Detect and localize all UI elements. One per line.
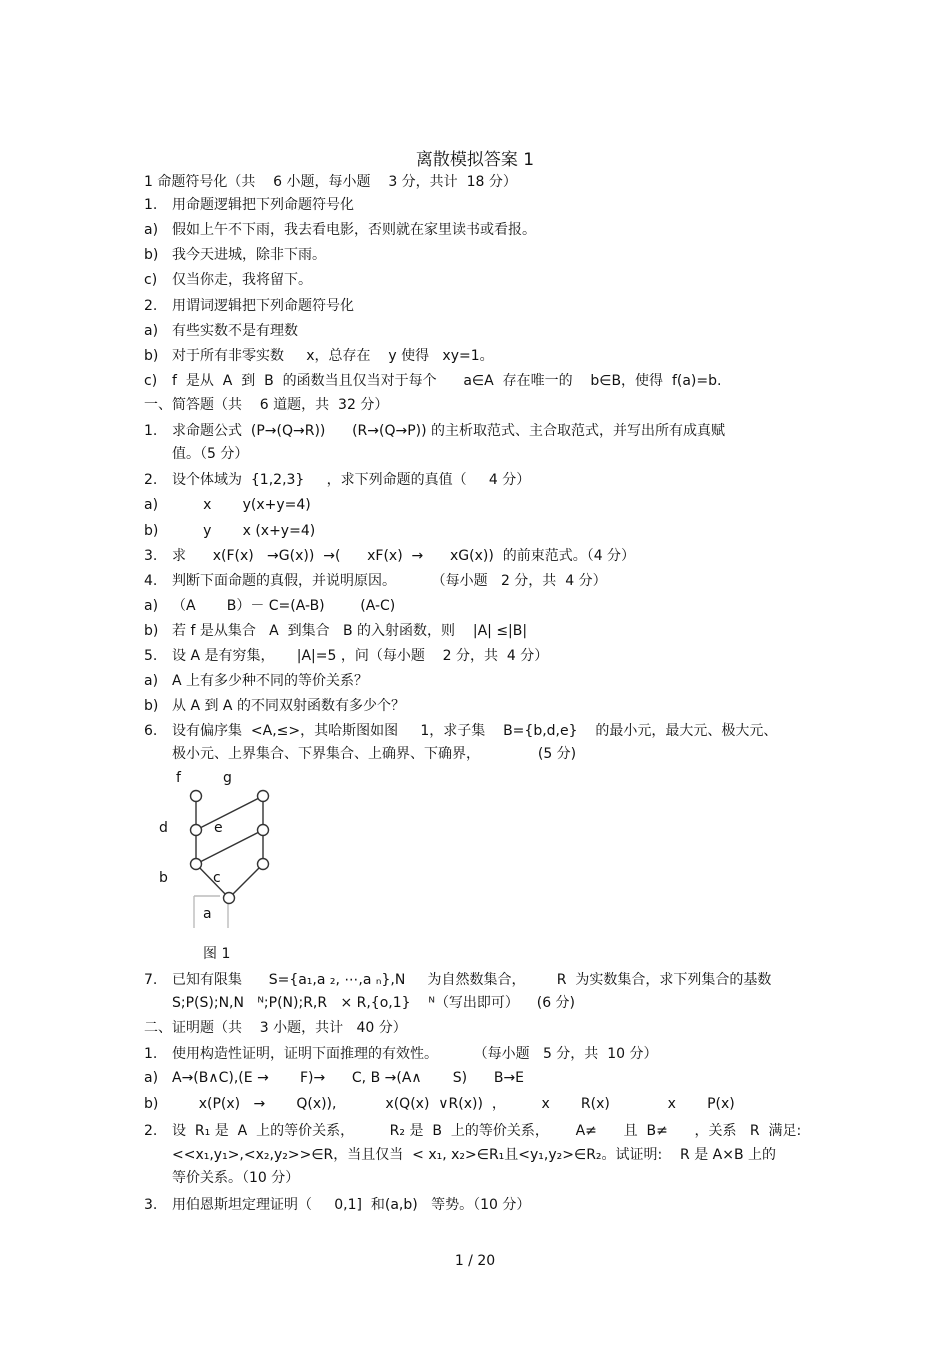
item-number: b) [144,698,159,714]
text-line [144,220,536,240]
line-text: f 是从 A 到 B 的函数当且仅当对于每个 a∈A 存在唯一的 b∈B，使得 f(a)=b. [172,373,722,389]
text-line [144,671,368,691]
line-text: 判断下面命题的真假，并说明原因。 （每小题 2 分，共 4 分） [172,573,607,589]
line-text: 已知有限集 S={a₁,a ₂, ⋯,a ₙ},N 为自然数集合， R 为实数集合，求下列集合的基数 [172,972,772,988]
line-text: A 上有多少种不同的等价关系？ [172,673,369,689]
item-number: a) [144,598,159,614]
item-number: b) [144,247,159,263]
text-line [144,970,771,990]
item-number: a) [144,497,159,513]
text-line [144,495,311,515]
line-text: <<x₁,y₁>,<x₂,y₂>>∈R，当且仅当 < x₁, x₂>∈R₁且<y₁,y₂>∈R₂。试证明: R 是 A×B 上的 [172,1147,777,1163]
text-line [144,1094,735,1114]
line-text: 使用构造性证明，证明下面推理的有效性。 （每小题 5 分，共 10 分） [172,1046,658,1062]
page-title: 离散模拟答案 1 [415,150,535,170]
text-line [144,546,635,566]
line-text: 有些实数不是有理数 [172,323,298,339]
item-number: b) [144,1096,159,1112]
label-c: c [213,870,221,886]
text-line [144,621,527,641]
edge-b-e [196,830,263,864]
label-d: d [159,820,168,836]
line-text: （A B）－ C=(A-B) (A-C) [172,598,396,614]
line-text: 设 R₁ 是 A 上的等价关系， R₂ 是 B 上的等价关系， A≠ 且 B≠ ，关系 R 满足: [172,1123,802,1139]
line-text: x(P(x) → Q(x)), x(Q(x) ∨R(x)) ， x R(x) x P(x) [172,1096,735,1112]
line-text: 对于所有非零实数 x，总存在 y 使得 xy=1。 [172,348,494,364]
node-e [258,825,269,836]
label-g: g [223,770,232,786]
line-text: 用命题逻辑把下列命题符号化 [172,197,354,213]
node-f [191,791,202,802]
line-text: 设 A 是有穷集， |A|=5 ，问（每小题 2 分，共 4 分） [172,648,549,664]
item-number: b) [144,523,159,539]
label-f: f [176,770,181,786]
line-text: A→(B∧C),(E → F)→ C, B →(A∧ S) B→E [172,1070,525,1086]
text-line [144,1044,657,1064]
line-text: 二、证明题（共 3 小题，共计 40 分） [144,1020,407,1036]
text-line [144,395,388,415]
line-text: 若 f 是从集合 A 到集合 B 的入射函数，则 |A| ≤|B| [172,623,528,639]
text-line [144,371,721,391]
node-g [258,791,269,802]
text-line [144,696,405,716]
text-line [172,1145,776,1165]
line-text: 我今天进城，除非下雨。 [172,247,326,263]
item-number: b) [144,623,159,639]
item-number: a) [144,323,159,339]
text-line [144,421,725,441]
item-number: 1. [144,1046,158,1062]
edge-d-g [196,796,263,830]
item-number: 1. [144,197,158,213]
item-number: 6. [144,723,158,739]
figure-caption: 图 1 [203,946,231,962]
line-text: 从 A 到 A 的不同双射函数有多少个？ [172,698,405,714]
line-text: 用谓词逻辑把下列命题符号化 [172,298,354,314]
item-number: a) [144,222,159,238]
text-line [172,444,248,464]
line-text: 设个体域为 {1,2,3} ，求下列命题的真值（ 4 分） [172,472,531,488]
node-d [191,825,202,836]
page-number: 1 / 20 [454,1253,496,1269]
text-line [144,1195,530,1215]
item-number: 2. [144,472,158,488]
line-text: 设有偏序集 <A,≤>，其哈斯图如图 1，求子集 B={b,d,e} 的最小元，最大元、极大元、 [172,723,778,739]
node-a [224,893,235,904]
text-line [144,172,517,192]
item-number: c) [144,373,158,389]
item-number: c) [144,272,158,288]
hasse-diagram [150,768,290,938]
item-number: 7. [144,972,158,988]
text-line [172,993,575,1013]
item-number: 2. [144,1123,158,1139]
line-text: 等价关系。（10 分） [172,1170,300,1186]
text-line [144,1018,407,1038]
text-line [144,1121,801,1141]
text-line [144,571,607,591]
item-number: 3. [144,548,158,564]
line-text: 求命题公式 (P→(Q→R)) (R→(Q→P)) 的主析取范式、主合取范式，并写出所有成真赋 [172,423,726,439]
label-e: e [214,820,223,836]
text-line [144,646,548,666]
text-line [144,321,298,341]
text-line [144,470,530,490]
line-text: x y(x+y=4) [172,497,311,513]
edge-c-a [229,864,263,898]
line-text: S;P(S);N,N ᴺ;P(N);R,R × R,{o,1} ᴺ（写出即可） (6 分) [172,995,576,1011]
line-text: 极小元、上界集合、下界集合、上确界、下确界， (5 分) [172,746,577,762]
item-number: a) [144,673,159,689]
text-line [144,1068,524,1088]
item-number: a) [144,1070,159,1086]
text-line [144,195,354,215]
item-number: 3. [144,1197,158,1213]
item-number: 5. [144,648,158,664]
text-line [144,346,494,366]
text-line [172,744,576,764]
item-number: 1. [144,423,158,439]
node-c [258,859,269,870]
line-text: 假如上午不下雨，我去看电影，否则就在家里读书或看报。 [172,222,536,238]
item-number: 4. [144,573,158,589]
hasse-diagram-svg [150,768,290,938]
item-number: b) [144,348,159,364]
line-text: y x (x+y=4) [172,523,316,539]
label-b: b [159,870,168,886]
text-line [144,721,777,741]
line-text: 用伯恩斯坦定理证明（ 0,1] 和(a,b) 等势。（10 分） [172,1197,531,1213]
line-text: 一、简答题（共 6 道题，共 32 分） [144,397,389,413]
node-b [191,859,202,870]
line-text: 仅当你走，我将留下。 [172,272,312,288]
text-line [144,521,315,541]
line-text: 值。（5 分） [172,446,249,462]
line-text: 1 命题符号化（共 6 小题，每小题 3 分，共计 18 分） [144,174,517,190]
line-text: 求 x(F(x) →G(x)) →( xF(x) → xG(x)) 的前束范式。（4 分） [172,548,636,564]
text-line [144,245,326,265]
text-line [172,1168,299,1188]
text-line [144,296,354,316]
text-line [144,270,312,290]
text-line [144,596,395,616]
label-a: a [203,906,212,922]
item-number: 2. [144,298,158,314]
